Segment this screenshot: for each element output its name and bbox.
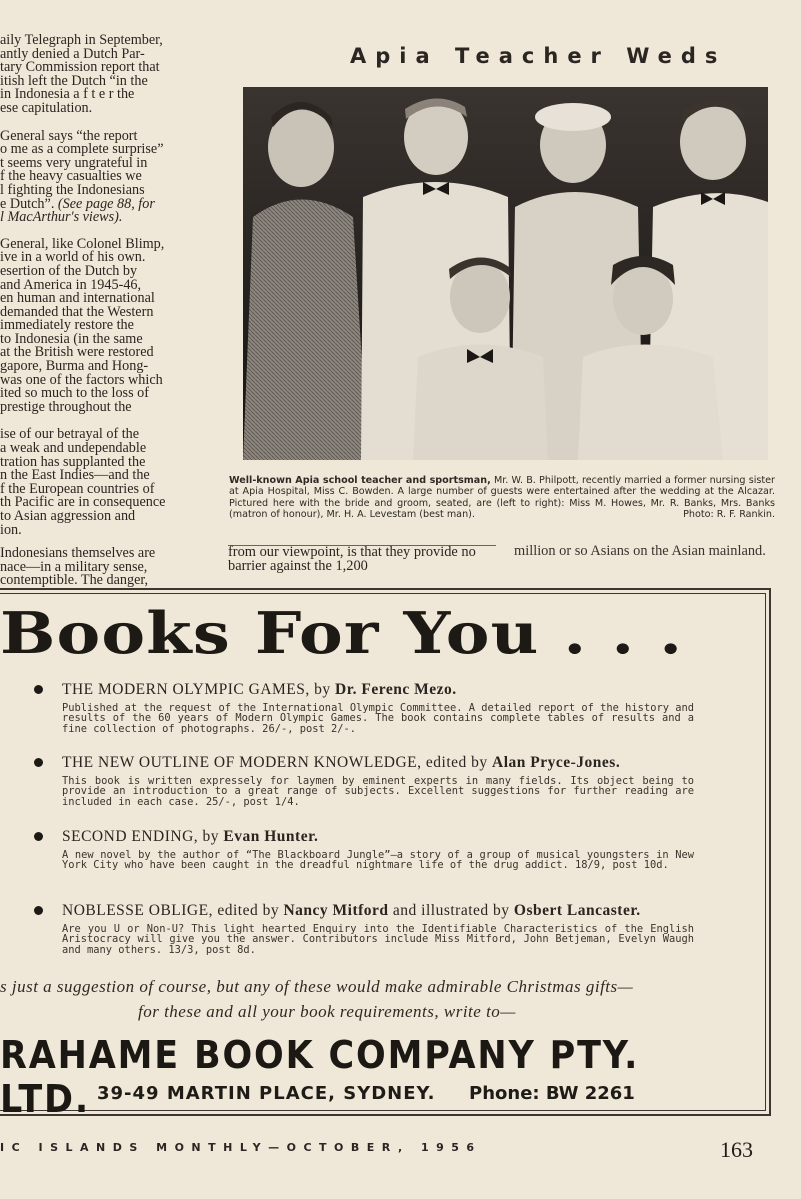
- wedding-photograph-image: [243, 87, 768, 460]
- book-heading: [62, 681, 694, 699]
- book-by: edited by: [421, 754, 493, 771]
- book-title: SECOND ENDING,: [62, 828, 199, 845]
- article-continuation-col-1: from our viewpoint, is that they provide no barrier against the 1,200: [228, 545, 496, 573]
- book-illustrated-by: and illustrated by: [388, 902, 514, 919]
- book-description: Published at the request of the International Olympic Committee. A detailed report of the history and results of the 60 years of Modern Olympic Games. The book contains complete tables of results and a fine collection of photographs. 26/-, post 2/-.: [62, 702, 694, 735]
- article-paragraph-2: [0, 127, 216, 226]
- book-by: by: [198, 828, 224, 845]
- book-title: THE MODERN OLYMPIC GAMES,: [62, 681, 310, 698]
- book-illustrator: Osbert Lancaster.: [513, 902, 641, 919]
- book-entry-2: [34, 754, 694, 807]
- book-author: Nancy Mitford: [283, 902, 389, 919]
- book-by: by: [309, 681, 336, 698]
- caption-lead: Well-known Apia school teacher and sportsman,: [229, 475, 491, 486]
- book-entry-4: [34, 902, 694, 955]
- bullet-icon: [34, 906, 43, 915]
- company-name: RAHAME BOOK COMPANY PTY. LTD.: [0, 1033, 640, 1121]
- article-continuation-col-2: million or so Asians on the Asian mainland.: [514, 543, 766, 559]
- page-footer: IC ISLANDS MONTHLY—OCTOBER, 1956: [0, 1141, 482, 1154]
- page-number: 163: [720, 1137, 753, 1162]
- article-paragraph-1: aily Telegraph in September, antly denied a Dutch Par- tary Commission report that itish left the Dutch “in the in Indonesia a f t e r the ese capitulation.: [0, 32, 163, 116]
- book-author: Dr. Ferenc Mezo.: [335, 681, 457, 698]
- book-author: Evan Hunter.: [223, 828, 319, 845]
- company-phone: Phone: BW 2261: [469, 1083, 635, 1104]
- article-paragraph-3: General, like Colonel Blimp, ive in a world of his own. esertion of the Dutch by and America in 1945-46, en human and international demanded that the Western immediately restore the to Indonesia (in the same at the British were restored gapore, Burma and Hong- was one of the factors which ited so much to the loss of prestige throughout the: [0, 235, 165, 415]
- bullet-icon: [34, 685, 43, 694]
- article-italic-reference: (See page 88, for l MacArthur's views).: [0, 195, 155, 226]
- book-heading: [62, 754, 694, 772]
- gift-line-2: for these and all your book requirements, write to—: [138, 1002, 516, 1021]
- book-title: THE NEW OUTLINE OF MODERN KNOWLEDGE,: [62, 754, 422, 771]
- book-entry-3: [34, 828, 694, 871]
- book-entry-1: [34, 681, 694, 734]
- gift-line-1: s just a suggestion of course, but any of these would make admirable Christmas gifts—: [0, 977, 634, 996]
- article-left-column: [0, 34, 216, 602]
- article-paragraph-5: Indonesians themselves are nace—in a military sense, contemptible. The danger,: [0, 545, 156, 589]
- photo-credit: Photo: R. F. Rankin.: [683, 509, 775, 521]
- book-author: Alan Pryce-Jones.: [492, 754, 621, 771]
- company-address: 39-49 MARTIN PLACE, SYDNEY.: [97, 1083, 436, 1104]
- book-title: NOBLESSE OBLIGE,: [62, 902, 213, 919]
- wedding-photograph: [243, 87, 768, 460]
- book-description: This book is written expressely for laymen by eminent experts in many fields. Its object being to provide an introduction to a great range of subjects. Excellent suggestions for further reading are included in each case. 25/-, post 1/4.: [62, 775, 694, 808]
- book-heading: [62, 828, 694, 846]
- ad-title: Books For You . . .: [0, 600, 684, 667]
- bullet-icon: [34, 832, 43, 841]
- photo-caption: [229, 475, 775, 521]
- photo-title: Apia Teacher Weds: [350, 44, 727, 68]
- book-by: edited by: [212, 902, 284, 919]
- bullet-icon: [34, 758, 43, 767]
- book-heading: [62, 902, 694, 920]
- article-paragraph-4: ise of our betrayal of the a weak and undependable tration has supplanted the n the East Indies—and the f the European countries of th Pacific are in consequence to Asian aggression and ion.: [0, 426, 166, 538]
- article-paragraph-2-text: General says “the report o me as a complete surprise” t seems very ungrateful in f the heavy casualties we l fighting the Indonesians e Dutch”.: [0, 127, 164, 212]
- caption-text: Mr. W. B. Philpott, recently married a former nursing sister at Apia Hospital, Miss C. Bowden. A large number of guests were entertained after the wedding at the Alcazar. Pictured here with the bride and groom, seated, are (left to right): Miss M. Howes, Mr. R. Banks, Mrs. Banks (matron of honour), Mr. H. A. Levestam (best man).: [229, 475, 775, 521]
- book-description: A new novel by the author of “The Blackboard Jungle”—a story of a group of musical youngsters in New York City who have been caught in the dreadful nightmare life of the drug addict. 18/9, post 10d.: [62, 849, 694, 872]
- book-description: Are you U or Non-U? This light hearted Enquiry into the Identifiable Characteristics of the English Aristocracy will give you the answer. Contributors include Miss Mitford, John Betjeman, Evelyn Waugh and many others. 13/3, post 8d.: [62, 923, 694, 956]
